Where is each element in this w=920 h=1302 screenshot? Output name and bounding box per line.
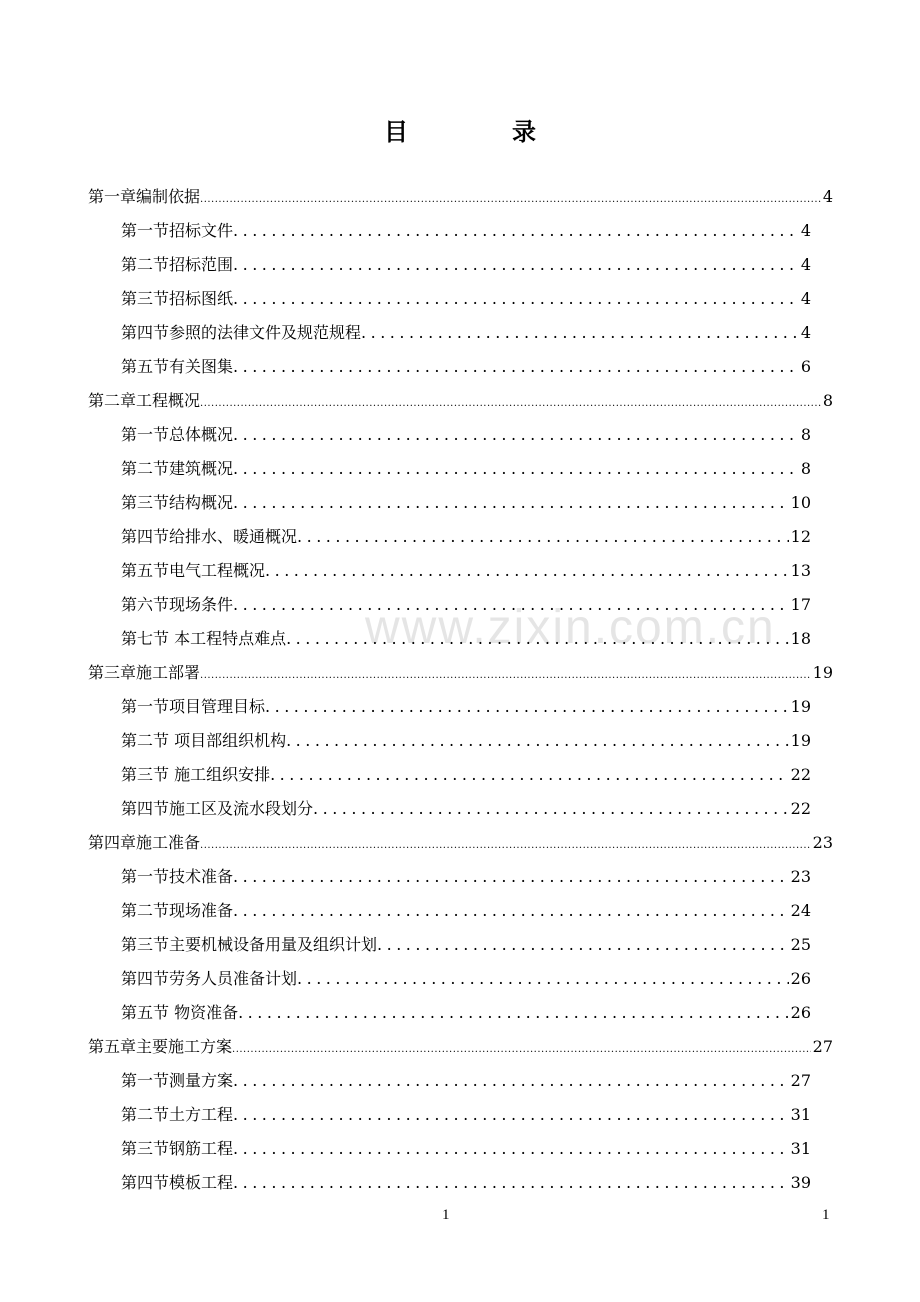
toc-section-entry[interactable] <box>121 1101 811 1129</box>
toc-entry-label: 第六节现场条件 <box>121 595 234 614</box>
watermark: www.zixin.com.cn <box>365 601 776 654</box>
toc-dot-leader <box>200 832 811 857</box>
toc-entry-page-number: 10 <box>790 493 811 512</box>
toc-entry-label: 第一节测量方案 <box>121 1071 234 1090</box>
toc-dot-leader <box>233 489 789 517</box>
toc-chapter-entry[interactable] <box>88 829 833 857</box>
toc-dot-leader <box>238 999 789 1027</box>
toc-section-entry[interactable] <box>121 591 811 619</box>
toc-entry-label: 第三章施工部署 <box>88 663 201 682</box>
toc-entry-label: 第一节技术准备 <box>121 867 234 886</box>
toc-section-entry[interactable] <box>121 319 811 347</box>
toc-section-entry[interactable] <box>121 523 811 551</box>
toc-dot-leader <box>265 557 789 585</box>
toc-entry-page-number: 19 <box>790 731 811 750</box>
toc-dot-leader <box>233 863 789 891</box>
toc-section-entry[interactable] <box>121 1067 811 1095</box>
toc-dot-leader <box>233 353 799 381</box>
toc-entry-label: 第二节招标范围 <box>121 255 234 274</box>
toc-entry-label: 第一节总体概况 <box>121 425 234 444</box>
toc-section-entry[interactable] <box>121 693 811 721</box>
toc-dot-leader <box>233 217 799 245</box>
toc-dot-leader <box>233 421 799 449</box>
toc-entry-page-number: 22 <box>790 799 811 818</box>
toc-entry-label: 第四节给排水、暖通概况 <box>121 527 298 546</box>
toc-entry-page-number: 17 <box>790 595 811 614</box>
toc-entry-page-number: 12 <box>790 527 811 546</box>
toc-entry-page-number: 4 <box>800 255 811 274</box>
toc-section-entry[interactable] <box>121 353 811 381</box>
toc-entry-page-number: 19 <box>790 697 811 716</box>
toc-section-entry[interactable] <box>121 285 811 313</box>
toc-entry-label: 第二节建筑概况 <box>121 459 234 478</box>
toc-section-entry[interactable] <box>121 1135 811 1163</box>
toc-chapter-entry[interactable] <box>88 183 833 211</box>
toc-entry-page-number: 39 <box>790 1173 811 1192</box>
toc-chapter-entry[interactable] <box>88 659 833 687</box>
toc-entry-page-number: 8 <box>822 391 833 410</box>
toc-entry-page-number: 26 <box>790 969 811 988</box>
toc-section-entry[interactable] <box>121 727 811 755</box>
toc-section-entry[interactable] <box>121 931 811 959</box>
toc-entry-label: 第三节钢筋工程 <box>121 1139 234 1158</box>
toc-entry-page-number: 4 <box>800 323 811 342</box>
toc-section-entry[interactable] <box>121 761 811 789</box>
toc-dot-leader <box>233 1135 789 1163</box>
toc-entry-label: 第三节主要机械设备用量及组织计划 <box>121 935 378 954</box>
footer-page-number-center: 1 <box>442 1207 450 1223</box>
toc-entry-page-number: 26 <box>790 1003 811 1022</box>
toc-section-entry[interactable] <box>121 625 811 653</box>
toc-chapter-entry[interactable] <box>88 1033 833 1061</box>
toc-entry-label: 第四节施工区及流水段划分 <box>121 799 314 818</box>
toc-dot-leader <box>233 591 789 619</box>
toc-entry-label: 第二节现场准备 <box>121 901 234 920</box>
toc-entry-page-number: 24 <box>790 901 811 920</box>
toc-entry-label: 第四节劳务人员准备计划 <box>121 969 298 988</box>
toc-chapter-entry[interactable] <box>88 387 833 415</box>
toc-entry-page-number: 13 <box>790 561 811 580</box>
toc-entry-page-number: 31 <box>790 1105 811 1124</box>
toc-entry-label: 第一节招标文件 <box>121 221 234 240</box>
toc-entry-label: 第三节招标图纸 <box>121 289 234 308</box>
toc-entry-page-number: 18 <box>790 629 811 648</box>
toc-entry-page-number: 27 <box>790 1071 811 1090</box>
toc-dot-leader <box>297 523 789 551</box>
toc-dot-leader <box>286 625 789 653</box>
toc-dot-leader <box>233 1067 789 1095</box>
toc-title: 目 录 <box>384 117 576 146</box>
toc-dot-leader <box>233 1169 789 1197</box>
toc-entry-page-number: 6 <box>800 357 811 376</box>
toc-entry-page-number: 22 <box>790 765 811 784</box>
toc-dot-leader <box>377 931 789 959</box>
toc-entry-page-number: 23 <box>812 833 833 852</box>
toc-dot-leader <box>286 727 789 755</box>
toc-dot-leader <box>233 455 799 483</box>
toc-entry-label: 第七节 本工程特点难点 <box>121 629 287 648</box>
toc-section-entry[interactable] <box>121 1169 811 1197</box>
toc-entry-page-number: 4 <box>822 187 833 206</box>
toc-section-entry[interactable] <box>121 965 811 993</box>
toc-entry-label: 第一节项目管理目标 <box>121 697 266 716</box>
toc-dot-leader <box>313 795 789 823</box>
toc-section-entry[interactable] <box>121 455 811 483</box>
toc-dot-leader <box>233 285 799 313</box>
toc-entry-label: 第二节 项目部组织机构 <box>121 731 287 750</box>
toc-entry-label: 第五节电气工程概况 <box>121 561 266 580</box>
toc-entry-page-number: 4 <box>800 289 811 308</box>
toc-section-entry[interactable] <box>121 557 811 585</box>
toc-entry-page-number: 8 <box>800 459 811 478</box>
toc-dot-leader <box>361 319 799 347</box>
toc-dot-leader <box>233 251 799 279</box>
toc-section-entry[interactable] <box>121 897 811 925</box>
toc-entry-label: 第二节土方工程 <box>121 1105 234 1124</box>
toc-entry-label: 第二章工程概况 <box>88 391 201 410</box>
toc-entry-page-number: 31 <box>790 1139 811 1158</box>
toc-section-entry[interactable] <box>121 863 811 891</box>
toc-entry-page-number: 4 <box>800 221 811 240</box>
toc-section-entry[interactable] <box>121 251 811 279</box>
toc-section-entry[interactable] <box>121 795 811 823</box>
toc-entry-label: 第五章主要施工方案 <box>88 1037 233 1056</box>
toc-entry-label: 第三节结构概况 <box>121 493 234 512</box>
toc-entry-label: 第四节参照的法律文件及规范规程 <box>121 323 362 342</box>
toc-dot-leader <box>200 662 811 687</box>
toc-entry-page-number: 25 <box>790 935 811 954</box>
toc-section-entry[interactable] <box>121 421 811 449</box>
footer-page-number-right: 1 <box>822 1207 830 1223</box>
toc-dot-leader <box>200 186 821 211</box>
toc-entry-label: 第五节 物资准备 <box>121 1003 239 1022</box>
toc-entry-page-number: 27 <box>812 1037 833 1056</box>
toc-entry-page-number: 8 <box>800 425 811 444</box>
toc-section-entry[interactable] <box>121 217 811 245</box>
toc-entry-page-number: 23 <box>790 867 811 886</box>
toc-section-entry[interactable] <box>121 999 811 1027</box>
toc-entry-label: 第四章施工准备 <box>88 833 201 852</box>
toc-dot-leader <box>232 1036 811 1061</box>
toc-entry-label: 第一章编制依据 <box>88 187 201 206</box>
toc-entry-label: 第三节 施工组织安排 <box>121 765 271 784</box>
toc-dot-leader <box>265 693 789 721</box>
toc-dot-leader <box>233 1101 789 1129</box>
toc-entry-label: 第四节模板工程 <box>121 1173 234 1192</box>
toc-dot-leader <box>297 965 789 993</box>
toc-entry-label: 第五节有关图集 <box>121 357 234 376</box>
toc-dot-leader <box>270 761 789 789</box>
toc-dot-leader <box>233 897 789 925</box>
toc-dot-leader <box>200 390 821 415</box>
toc-entry-page-number: 19 <box>812 663 833 682</box>
toc-section-entry[interactable] <box>121 489 811 517</box>
